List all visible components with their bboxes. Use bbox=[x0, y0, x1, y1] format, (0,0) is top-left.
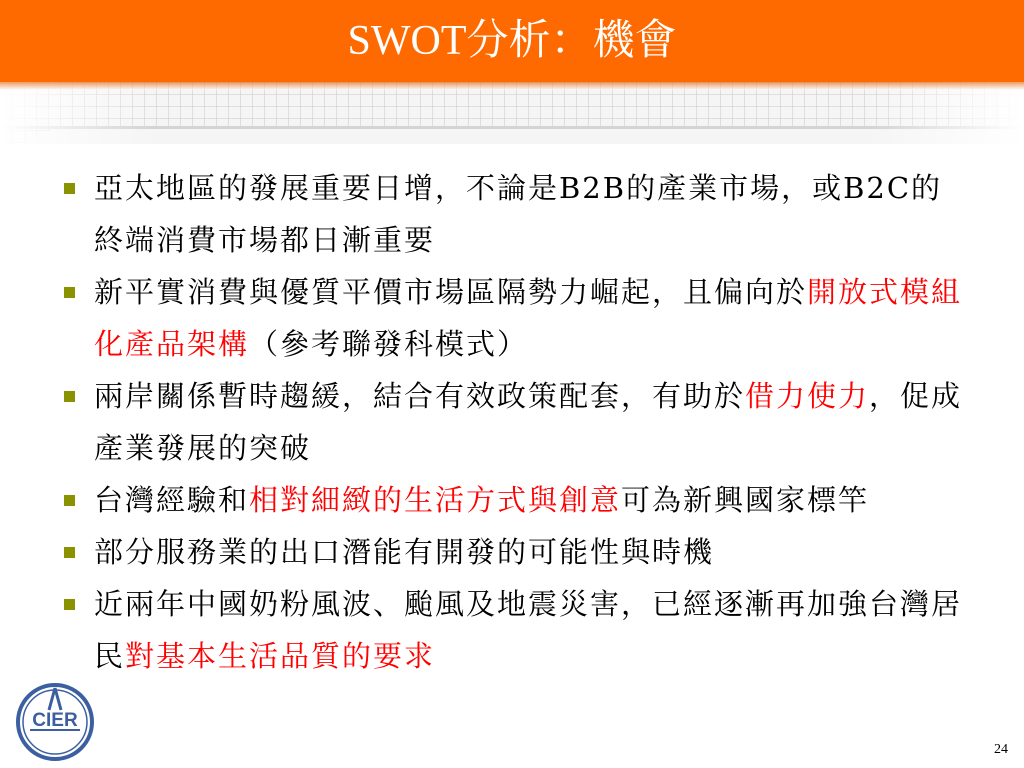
bullet-item-4 bbox=[66, 474, 966, 526]
bullet-text: ，促成產業發展的突破 bbox=[94, 379, 963, 465]
bullet-square-icon bbox=[64, 183, 75, 194]
title-shadow bbox=[0, 82, 1024, 90]
bullet-text: 可為新興國家標竿 bbox=[621, 483, 870, 517]
slide-title: SWOT分析：機會 bbox=[347, 18, 677, 64]
bullet-square-icon bbox=[64, 495, 75, 506]
decorative-grid-band bbox=[0, 82, 1024, 144]
bullet-text: 部分服務業的出口潛能有開發的可能性與時機 bbox=[94, 535, 715, 569]
bullet-text: （參考聯發科模式） bbox=[249, 327, 529, 361]
bullet-emphasis: 開放式模組化產品架構 bbox=[94, 275, 963, 361]
bullet-square-icon bbox=[64, 391, 75, 402]
bullet-list bbox=[66, 162, 966, 682]
cier-logo bbox=[12, 680, 98, 764]
bullet-square-icon bbox=[64, 599, 75, 610]
bullet-square-icon bbox=[64, 287, 75, 298]
bullet-text: 近兩年中國奶粉風波、颱風及地震災害，已經逐漸再加強台灣居民 bbox=[94, 587, 963, 673]
logo-text: CIER bbox=[32, 710, 78, 731]
bullet-text: 亞太地區的發展重要日增，不論是B2B的產業市場，或B2C的終端消費市場都日漸重要 bbox=[94, 171, 943, 257]
bullet-item-1 bbox=[66, 162, 966, 266]
bullet-text: 台灣經驗和 bbox=[94, 483, 250, 517]
page-number: 24 bbox=[994, 742, 1008, 757]
bullet-item-5 bbox=[66, 526, 966, 578]
bullet-item-6 bbox=[66, 578, 966, 682]
bullet-emphasis: 相對細緻的生活方式與創意 bbox=[249, 483, 622, 517]
bullet-item-3 bbox=[66, 370, 966, 474]
bullet-text: 新平實消費與優質平價市場區隔勢力崛起，且偏向於 bbox=[94, 275, 808, 309]
bullet-square-icon bbox=[64, 547, 75, 558]
bullet-emphasis: 借力使力 bbox=[745, 379, 870, 413]
bullet-item-2 bbox=[66, 266, 966, 370]
bullet-text: 兩岸關係暫時趨緩，結合有效政策配套，有助於 bbox=[94, 379, 746, 413]
bullet-emphasis: 對基本生活品質的要求 bbox=[125, 639, 436, 673]
